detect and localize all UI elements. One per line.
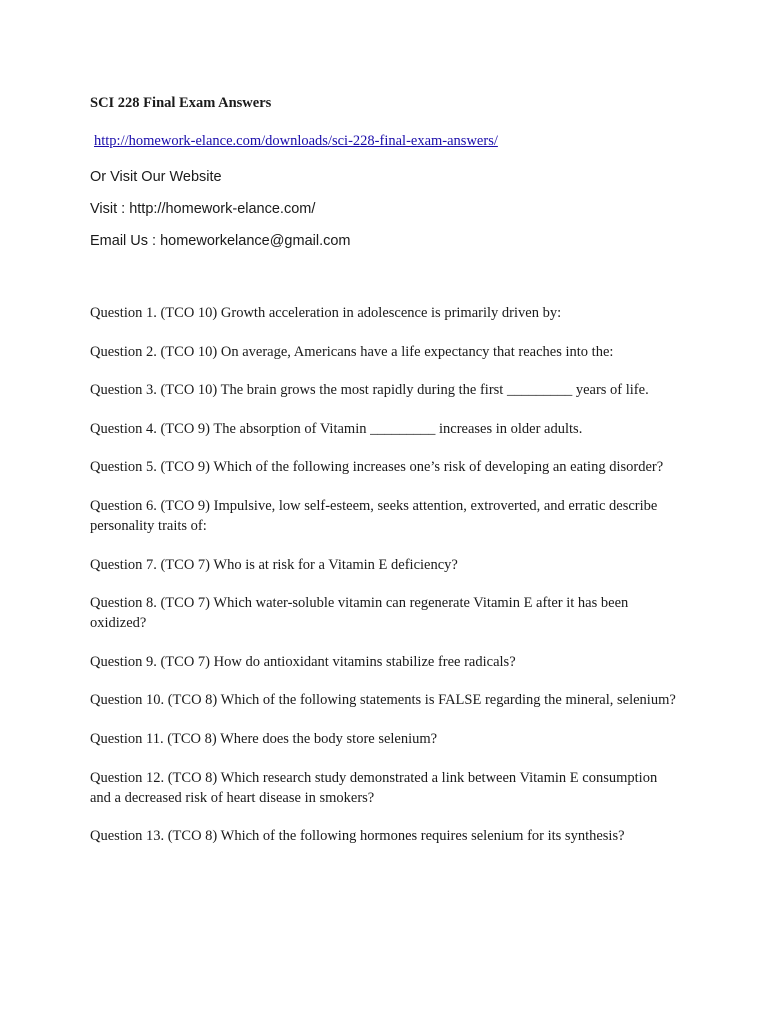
- question-item: Question 3. (TCO 10) The brain grows the most rapidly during the first _________ years of life.: [90, 382, 649, 399]
- download-link[interactable]: http://homework-elance.com/downloads/sci-228-final-exam-answers/: [94, 133, 498, 149]
- question-item: Question 1. (TCO 10) Growth acceleration in adolescence is primarily driven by:: [90, 305, 562, 321]
- question-item: Question 2. (TCO 10) On average, Americans have a life expectancy that reaches into the:: [90, 343, 614, 360]
- document-page: [90, 94, 690, 865]
- question-item: Question 6. (TCO 9) Impulsive, low self-esteem, seeks attention, extroverted, and erratic describe personality traits of:: [90, 497, 658, 534]
- download-link-line: [94, 132, 690, 150]
- question-item: Question 13. (TCO 8) Which of the following hormones requires selenium for its synthesis?: [90, 828, 625, 845]
- email-line: Email Us : homeworkelance@gmail.com: [90, 233, 351, 249]
- document-title: SCI 228 Final Exam Answers: [90, 95, 272, 111]
- question-list: [90, 303, 690, 846]
- question-item: Question 7. (TCO 7) Who is at risk for a Vitamin E deficiency?: [90, 556, 458, 573]
- question-item: Question 9. (TCO 7) How do antioxidant vitamins stabilize free radicals?: [90, 653, 516, 670]
- question-item: Question 8. (TCO 7) Which water-soluble vitamin can regenerate Vitamin E after it has been oxidized?: [90, 595, 629, 632]
- question-item: Question 12. (TCO 8) Which research study demonstrated a link between Vitamin E consumption and a decreased risk of heart disease in smokers?: [90, 769, 658, 806]
- question-item: Question 11. (TCO 8) Where does the body store selenium?: [90, 730, 438, 747]
- visit-heading: Or Visit Our Website: [90, 169, 222, 185]
- website-line: Visit : http://homework-elance.com/: [90, 201, 316, 217]
- question-item: Question 4. (TCO 9) The absorption of Vitamin _________ increases in older adults.: [90, 420, 583, 437]
- question-item: Question 5. (TCO 9) Which of the following increases one’s risk of developing an eating disorder?: [90, 459, 664, 476]
- question-item: Question 10. (TCO 8) Which of the following statements is FALSE regarding the mineral, selenium?: [90, 692, 676, 709]
